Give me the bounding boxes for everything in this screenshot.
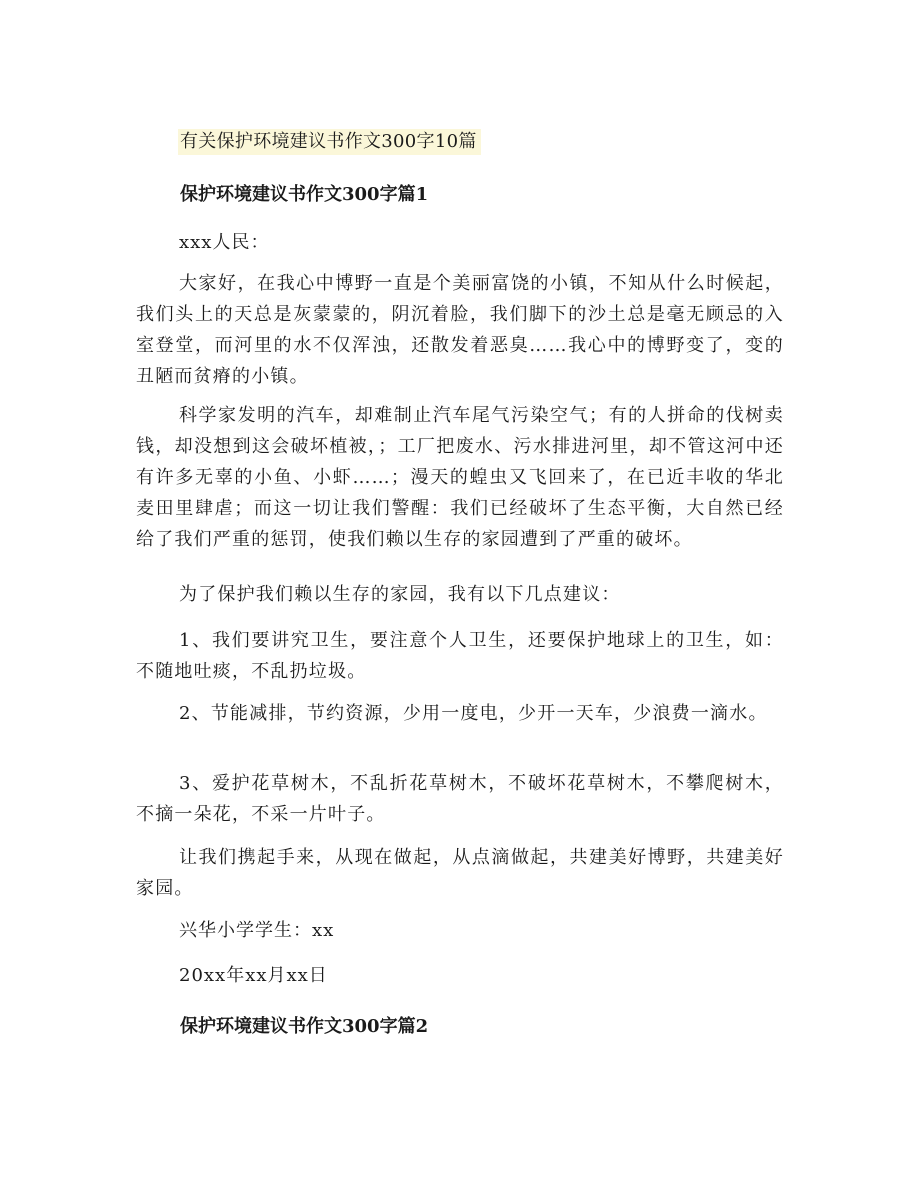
paragraph-problems: 科学家发明的汽车，却难制止汽车尾气污染空气；有的人拼命的伐树卖钱，却没想到这会破坏植被，；工厂把废水、污水排进河里，却不管这河中还有许多无辜的小鱼、小虾……；漫天的蝗虫又飞回来了，在已近丰收的华北麦田里肆虐；而这一切让我们警醒：我们已经破坏了生态平衡，大自然已经给了我们严重的惩罚，使我们赖以生存的家园遭到了严重的破坏。: [136, 405, 784, 550]
salutation: xxx人民：: [179, 232, 270, 253]
suggestion-2: 2、节能减排，节约资源，少用一度电，少开一天车，少浪费一滴水。: [179, 703, 768, 724]
document-title: 有关保护环境建议书作文300字10篇: [178, 129, 481, 155]
paragraph-suggestions-intro: 为了保护我们赖以生存的家园，我有以下几点建议：: [179, 584, 621, 605]
signature: 兴华小学学生：xx: [179, 920, 335, 941]
date: 20xx年xx月xx日: [179, 965, 328, 986]
paragraph-intro: 大家好，在我心中博野一直是个美丽富饶的小镇，不知从什么时候起，我们头上的天总是灰蒙蒙的，阴沉着脸，我们脚下的沙土总是毫无顾忌的入室登堂，而河里的水不仅浑浊，还散发着恶臭……我心中的博野变了，变的丑陋而贫瘠的小镇。: [136, 273, 784, 387]
suggestion-1: 1、我们要讲究卫生，要注意个人卫生，还要保护地球上的卫生，如：不随地吐痰，不乱扔垃圾。: [136, 630, 784, 682]
paragraph-closing: 让我们携起手来，从现在做起，从点滴做起，共建美好博野，共建美好家园。: [136, 847, 784, 899]
section-1-title: 保护环境建议书作文300字篇1: [180, 184, 429, 205]
section-2-title: 保护环境建议书作文300字篇2: [180, 1016, 429, 1037]
suggestion-3: 3、爱护花草树木，不乱折花草树木，不破坏花草树木，不攀爬树木，不摘一朵花，不采一片叶子。: [136, 773, 784, 825]
